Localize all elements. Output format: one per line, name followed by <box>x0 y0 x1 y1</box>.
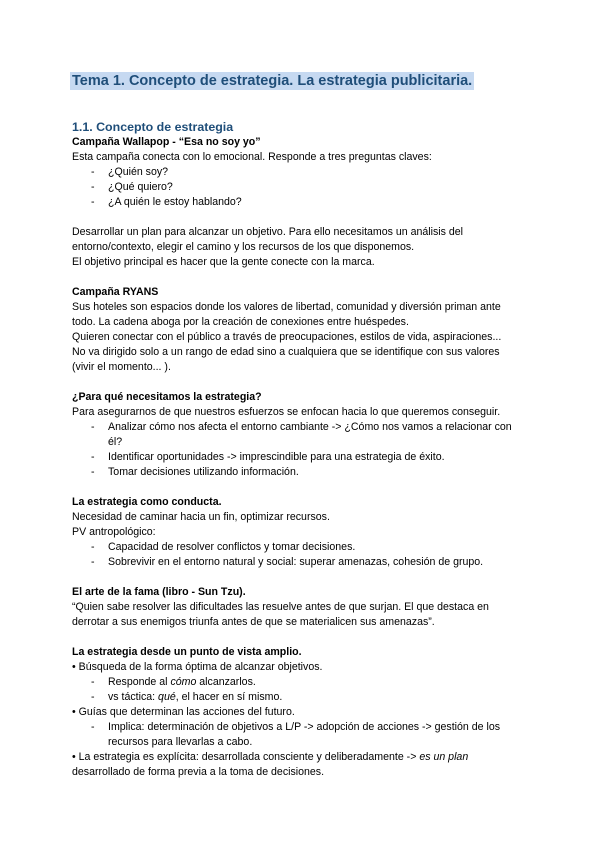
wallapop-intro: Esta campaña conecta con lo emocional. Responde a tres preguntas claves: <box>72 151 432 163</box>
list-item: - ¿Qué quiero? <box>72 180 524 195</box>
broad-bullet-1: • Búsqueda de la forma óptima de alcanzar objetivos. <box>72 661 323 673</box>
list-item: - Capacidad de resolver conflictos y tomar decisiones. <box>72 540 524 555</box>
broad-bullet-2: • Guías que determinan las acciones del futuro. <box>72 706 295 718</box>
ryans-para-3: No va dirigido solo a un rango de edad sino a cualquiera que se identifique con sus valores (vivir el momento... ). <box>72 346 500 373</box>
broad-sublist-1 <box>72 675 524 705</box>
text-run: alcanzarlos. <box>196 676 256 688</box>
conduct-list <box>72 540 524 570</box>
text-run: , el hacer en sí mismo. <box>175 691 283 703</box>
ryans-para-1: Sus hoteles son espacios donde los valores de libertad, comunidad y diversión priman ante todo. La cadena aboga por la creación de conexiones entre huéspedes. <box>72 301 501 328</box>
wallapop-heading: Campaña Wallapop - “Esa no soy yo” <box>72 136 261 148</box>
text-run: vs táctica: <box>108 691 159 703</box>
list-item: - ¿Quién soy? <box>72 165 524 180</box>
list-item: - Sobrevivir en el entorno natural y social: superar amenazas, cohesión de grupo. <box>72 555 524 570</box>
wallapop-para-2: El objetivo principal es hacer que la gente conecte con la marca. <box>72 256 375 268</box>
why-list <box>72 420 524 480</box>
why-heading: ¿Para qué necesitamos la estrategia? <box>72 391 262 403</box>
emphasis-text: cómo <box>170 676 197 688</box>
list-item: - Identificar oportunidades -> imprescindible para una estrategia de éxito. <box>72 450 524 465</box>
document-title-wrap <box>70 72 474 90</box>
art-quote: “Quien sabe resolver las dificultades las resuelve antes de que surjan. El que destaca en derrotar a sus enemigos triunfa antes de que se materialicen sus amenazas”. <box>72 601 489 628</box>
wallapop-questions <box>72 165 524 210</box>
list-item: - Analizar cómo nos afecta el entorno cambiante -> ¿Cómo nos vamos a relacionar con él? <box>72 420 524 450</box>
emphasis-text: es un plan <box>419 751 469 763</box>
conduct-line-1: Necesidad de caminar hacia un fin, optimizar recursos. <box>72 511 330 523</box>
list-item: - Implica: determinación de objetivos a L/P -> adopción de acciones -> gestión de los recursos para llevarlas a cabo. <box>72 720 524 750</box>
art-heading: El arte de la fama (libro - Sun Tzu). <box>72 586 246 598</box>
why-intro: Para asegurarnos de que nuestros esfuerzos se enfocan hacia lo que queremos conseguir. <box>72 406 501 418</box>
list-item <box>72 690 524 705</box>
conduct-heading: La estrategia como conducta. <box>72 496 222 508</box>
emphasis-text: qué <box>158 691 176 703</box>
list-item <box>72 675 524 690</box>
wallapop-para-1: Desarrollar un plan para alcanzar un objetivo. Para ello necesitamos un análisis del entorno/contexto, elegir el camino y los recursos de los que disponemos. <box>72 226 464 253</box>
broad-bullet-3 <box>72 750 524 780</box>
list-item: - ¿A quién le estoy hablando? <box>72 195 524 210</box>
ryans-para-2: Quieren conectar con el público a través de preocupaciones, estilos de vida, aspiraciones... <box>72 331 502 343</box>
section-heading: 1.1. Concepto de estrategia <box>72 120 234 134</box>
text-run: Responde al <box>108 676 171 688</box>
document-title: Tema 1. Concepto de estrategia. La estrategia publicitaria. <box>72 73 473 89</box>
document-body <box>72 120 524 780</box>
broad-heading: La estrategia desde un punto de vista amplio. <box>72 646 302 658</box>
ryans-heading: Campaña RYANS <box>72 286 159 298</box>
broad-sublist-2 <box>72 720 524 750</box>
conduct-line-2: PV antropológico: <box>72 526 156 538</box>
text-run: • La estrategia es explícita: desarrollada consciente y deliberadamente -> <box>72 751 420 763</box>
text-run: desarrollado de forma previa a la toma de decisiones. <box>72 766 325 778</box>
list-item: - Tomar decisiones utilizando información. <box>72 465 524 480</box>
